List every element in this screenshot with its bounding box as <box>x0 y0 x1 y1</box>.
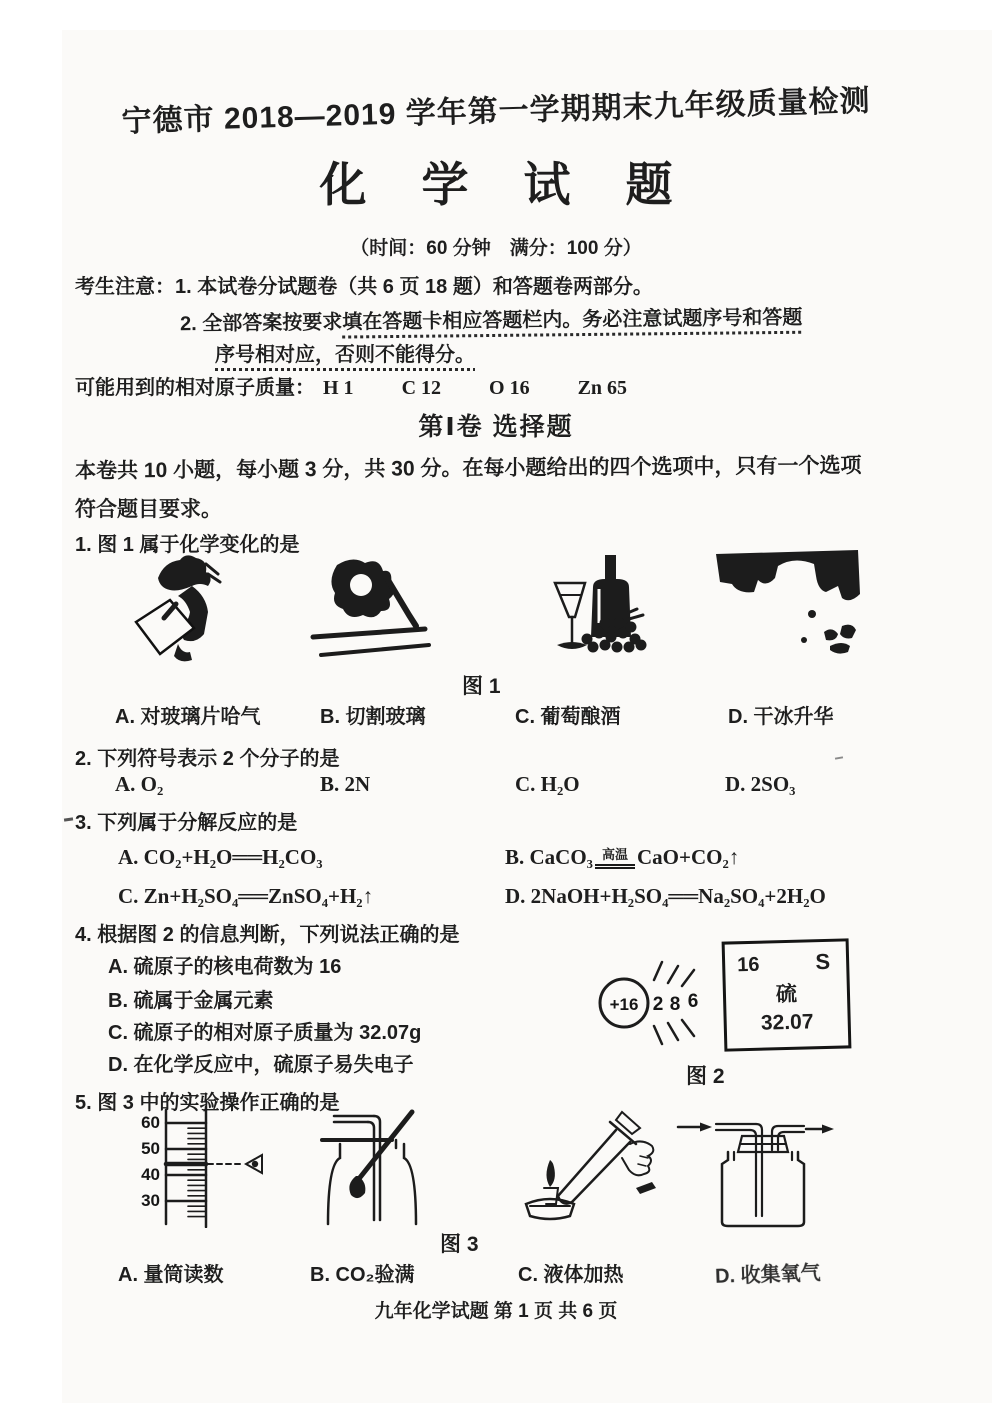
cylinder-tick-40: 40 <box>141 1165 160 1184</box>
q4-atomic-structure-diagram <box>596 946 716 1061</box>
time-score-line: （时间：60 分钟 满分：100 分） <box>350 238 642 259</box>
notice-line-1 <box>75 270 653 299</box>
page-title: 宁德市 2018—2019 学年第一学期期末九年级质量检测 <box>121 84 871 139</box>
q3-equation-d: D. 2NaOH+H₂SO₄══Na₂SO₄+2H₂O <box>505 884 826 908</box>
element-name: 硫 <box>775 982 798 1007</box>
q2-option-c: C. H₂O <box>515 772 580 796</box>
q5-option-d: D. 收集氧气 <box>714 1262 822 1288</box>
q3-reaction-condition: 高温 <box>595 848 635 869</box>
q1-option-d: D. 干冰升华 <box>728 706 834 728</box>
cylinder-tick-30: 30 <box>141 1191 160 1210</box>
notice-item-2-emphasized: 填在答题卡相应答题栏内。务必注意试题序号和答题 <box>342 306 803 334</box>
q3-equation-b-left: B. CaCO₃ <box>505 845 593 869</box>
q4-option-c: C. 硫原子的相对原子质量为 32.07g <box>108 1022 422 1044</box>
q4-option-d: D. 在化学反应中，硫原子易失电子 <box>108 1054 414 1076</box>
q1-illustration-breathing-on-glass <box>120 552 245 670</box>
atomic-mass-O: O 16 <box>489 377 530 399</box>
q5-illustration-graduated-cylinder-reading <box>128 1106 268 1228</box>
exam-title <box>0 148 992 215</box>
q5-option-b: B. CO₂验满 <box>310 1264 415 1286</box>
q2-stem: 2. 下列符号表示 2 个分子的是 <box>75 748 340 770</box>
notice-item-2-prefix: 2. 全部答案按要求 <box>179 311 343 336</box>
shell-count-3: 6 <box>687 991 699 1012</box>
q1-illustration-cutting-glass <box>295 553 440 668</box>
q3-equation-a: A. CO₂+H₂O══H₂CO₃ <box>118 845 323 869</box>
gas-out-arrow-icon <box>806 1125 834 1134</box>
element-atomic-number: 16 <box>736 953 760 977</box>
element-symbol: S <box>815 948 831 975</box>
cylinder-tick-60: 60 <box>141 1113 160 1132</box>
q5-illustration-heating-liquid <box>498 1100 658 1222</box>
notice-item-1: 1. 本试卷分试题卷（共 6 页 18 题）和答题卷两部分。 <box>175 276 653 298</box>
atomic-mass-C: C 12 <box>401 377 442 399</box>
q3-equation-b <box>505 845 739 874</box>
shell-count-2: 8 <box>669 994 681 1015</box>
q1-option-c: C. 葡萄酿酒 <box>515 706 621 728</box>
q2-option-d: D. 2SO₃ <box>725 772 796 796</box>
gas-in-arrow-icon <box>678 1123 712 1132</box>
atomic-mass-label: 可能用到的相对原子质量： <box>75 377 315 399</box>
flame-icon <box>349 1176 365 1198</box>
q5-illustration-oxygen-collection <box>672 1106 837 1228</box>
cylinder-tick-50: 50 <box>141 1139 160 1158</box>
notice-line-3 <box>215 338 475 367</box>
figure1-caption: 图 1 <box>462 675 501 698</box>
q4-stem: 4. 根据图 2 的信息判断，下列说法正确的是 <box>75 924 460 946</box>
section-title: 第Ⅰ卷 选择题 <box>418 413 574 441</box>
q1-option-a: A. 对玻璃片哈气 <box>115 706 261 728</box>
q3-stem: 3. 下列属于分解反应的是 <box>75 812 298 834</box>
q1-illustration-grape-wine <box>525 553 675 668</box>
q2-option-b: B. 2N <box>320 772 371 796</box>
figure3-caption: 图 3 <box>440 1233 479 1256</box>
q1-illustration-dry-ice-sublimation <box>712 548 862 663</box>
nucleus-charge-label: +16 <box>609 995 639 1014</box>
q4-option-b: B. 硫属于金属元素 <box>108 990 274 1012</box>
q5-option-a: A. 量筒读数 <box>118 1264 224 1286</box>
q3-equation-b-right: CaO+CO₂↑ <box>636 845 740 869</box>
exam-title-text: 化学试题 <box>319 158 728 211</box>
q4-element-box <box>722 938 852 1051</box>
notice-label: 考生注意： <box>75 276 175 298</box>
notice-item-2-emphasized-cont: 序号相对应，否则不能得分。 <box>215 344 475 366</box>
atomic-mass-Zn: Zn 65 <box>577 377 628 399</box>
q1-option-b: B. 切割玻璃 <box>320 706 426 728</box>
shell-count-1: 2 <box>652 994 664 1015</box>
figure2-caption: 图 2 <box>686 1065 725 1088</box>
section-intro-line-1: 本卷共 10 小题，每小题 3 分，共 30 分。在每小题给出的四个选项中，只有一个选项 <box>74 454 862 483</box>
q1-stem: 1. 图 1 属于化学变化的是 <box>75 534 300 556</box>
q5-option-c: C. 液体加热 <box>518 1264 624 1286</box>
page-footer: 九年化学试题 第 1 页 共 6 页 <box>374 1301 618 1322</box>
q5-stem: 5. 图 3 中的实验操作正确的是 <box>75 1092 340 1114</box>
element-atomic-mass: 32.07 <box>760 1010 814 1035</box>
q5-illustration-co2-fullness-test <box>300 1106 440 1228</box>
section-intro-line-2: 符合题目要求。 <box>75 498 222 521</box>
q4-option-a: A. 硫原子的核电荷数为 16 <box>108 956 342 978</box>
atomic-mass-line <box>75 371 627 400</box>
atomic-mass-H: H 1 <box>323 377 354 399</box>
q3-equation-c: C. Zn+H₂SO₄══ZnSO₄+H₂↑ <box>118 884 374 908</box>
eye-icon <box>246 1155 262 1173</box>
q2-option-a: A. O₂ <box>115 772 164 796</box>
lamp-flame-icon <box>547 1160 555 1187</box>
